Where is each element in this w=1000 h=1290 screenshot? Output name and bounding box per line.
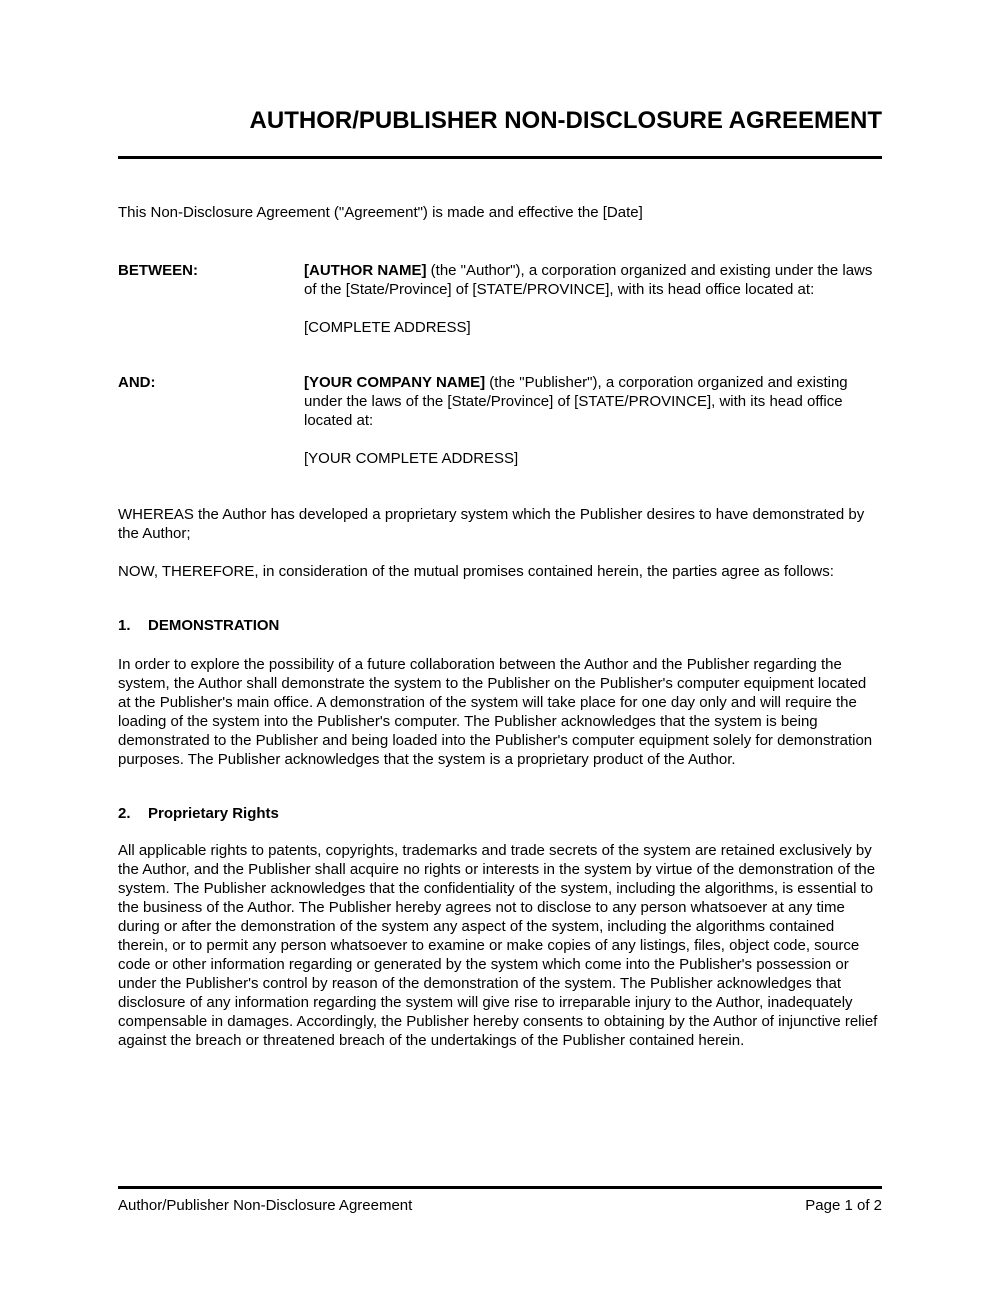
party-label-and: AND: [118,374,156,391]
party-address-publisher: [YOUR COMPLETE ADDRESS] [304,450,519,467]
party-description-publisher [304,373,882,430]
footer-doc-title: Author/Publisher Non-Disclosure Agreement [118,1197,413,1214]
party-row-and [118,373,882,468]
party-label-between: BETWEEN: [118,262,198,279]
recital-whereas: WHEREAS the Author has developed a proprietary system which the Publisher desires to have demonstrated by the Author; [118,506,865,542]
section-1-heading [118,616,882,635]
section-1-number: 1. [118,617,131,634]
company-name-placeholder: [YOUR COMPANY NAME] [304,374,486,391]
party-row-between [118,261,882,337]
party-details-author [304,261,882,337]
section-2-number: 2. [118,805,131,822]
party-details-publisher [304,373,882,468]
party-description-author [304,261,882,299]
section-2-paragraph: All applicable rights to patents, copyrights, trademarks and trade secrets of the system are retained exclusively by the Author, and the Publisher shall acquire no rights or interests in the system by virtue of the demonstration of the system. The Publisher acknowledges that the confidentiality of the system, including the algorithms, is essential to the business of the Author. The Publisher hereby agrees not to disclose to any person whatsoever at any time during or after the demonstration of the system any aspect of the system, including the algorithms contained therein, or to permit any person whatsoever to examine or make copies of any listings, files, object code, source code or other information regarding or generated by the system which come into the Publisher's possession or under the Publisher's control by reason of the demonstration of the system. The Publisher acknowledges that disclosure of any information regarding the system will give rise to irreparable injury to the Author, inadequately compensable in damages. Accordingly, the Publisher hereby consents to obtaining by the Author of injunctive relief against the breach or threatened breach of the undertakings of the Publisher contained herein. [118,842,878,1049]
section-1-paragraph: In order to explore the possibility of a future collaboration between the Author and the Publisher regarding the system, the Author shall demonstrate the system to the Publisher on the Publisher's computer equipment located at the Publisher's main office. A demonstration of the system will take place for one day only and will require the loading of the system into the Publisher's computer. The Publisher acknowledges that the system is being demonstrated to the Publisher and being loaded into the Publisher's computer equipment solely for demonstration purposes. The Publisher acknowledges that the system is a proprietary product of the Author. [118,656,873,768]
footer-page-number: Page 1 of 2 [805,1197,882,1214]
page-footer [118,1186,882,1215]
section-2-heading-text: Proprietary Rights [148,805,279,822]
title-rule [118,156,882,159]
author-name-placeholder: [AUTHOR NAME] [304,262,427,279]
party-address-author: [COMPLETE ADDRESS] [304,319,471,336]
section-2-heading [118,804,882,823]
party-description-publisher-text: (the "Publisher"), a corporation organized and existing under the laws of the [State/Province] of [STATE/PROVINCE], with its head office located at: [304,374,848,429]
recital-now-therefore: NOW, THEREFORE, in consideration of the mutual promises contained herein, the parties agree as follows: [118,563,834,580]
document-title: AUTHOR/PUBLISHER NON-DISCLOSURE AGREEMENT [249,107,882,134]
document-content [118,105,882,1050]
parties-block [118,261,882,468]
party-description-author-text: (the "Author"), a corporation organized and existing under the laws of the [State/Province] of [STATE/PROVINCE], with its head office located at: [304,262,873,298]
section-1-heading-text: DEMONSTRATION [148,617,280,634]
intro-paragraph: This Non-Disclosure Agreement ("Agreement") is made and effective the [Date] [118,204,643,221]
